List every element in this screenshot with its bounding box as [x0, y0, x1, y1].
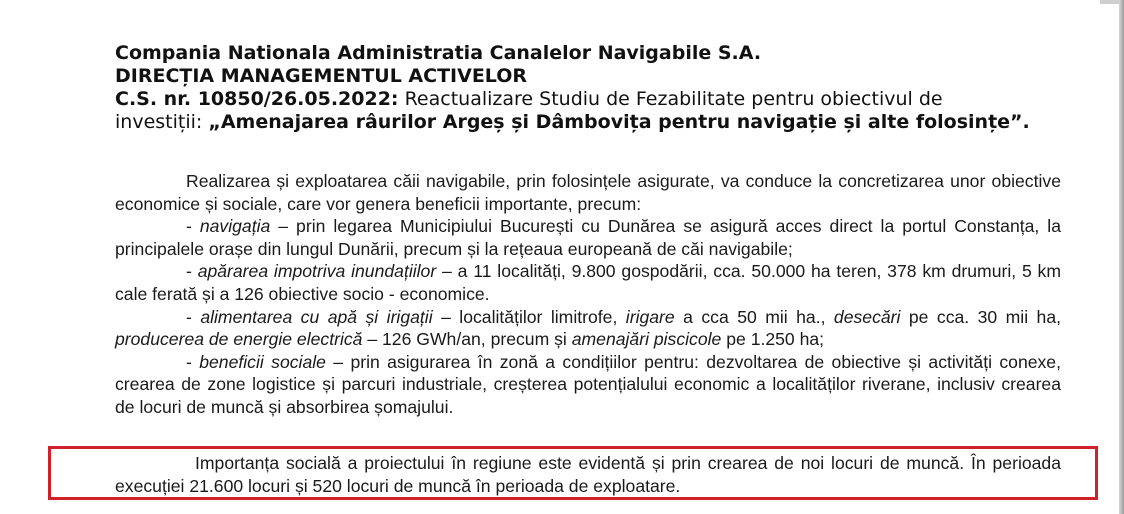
benefit-label: irigare — [625, 306, 675, 327]
bullet-dash: - — [186, 306, 201, 327]
benefit-label: producerea de energie electrică — [115, 329, 363, 350]
benefit-text: pe cca. 30 mii ha, — [900, 306, 1062, 327]
benefit-text: – prin asigurarea în zonă a condițiilor pentru: dezvoltarea de obiective și activități conexe, crearea de zone logistice și parcuri industriale, creșterea potențialului economic a localităților riverane, inclusiv crearea de locuri de muncă și absorbirea șomajului. — [115, 351, 1061, 417]
highlighted-paragraph — [115, 452, 1061, 497]
benefit-label: alimentarea cu apă și irigații — [200, 306, 433, 327]
document-header — [115, 42, 1115, 134]
highlight-text: Importanța socială a proiectului în regiune este evidentă și prin crearea de noi locuri de muncă. În perioada execuției 21.600 locuri și 520 locuri de muncă în perioada de exploatare. — [115, 453, 1061, 496]
investment-line — [115, 111, 1115, 134]
reference-number: C.S. nr. 10850/26.05.2022: — [115, 88, 399, 110]
scan-right-edge — [1119, 0, 1124, 514]
benefit-label: apărarea impotriva inundațiilor — [197, 261, 437, 282]
benefit-label: navigația — [199, 216, 271, 237]
benefit-item — [115, 260, 1061, 305]
benefit-label: desecări — [833, 306, 901, 327]
benefit-text: – prin legarea Municipiului București cu Dunărea se asigură acces direct la portul Constanța, la principalele orașe din lungul Dunării, precum și la rețeaua europeană de căi navigabile; — [115, 216, 1061, 259]
reference-line — [115, 88, 1115, 111]
investment-title: „Amenajarea râurilor Argeș și Dâmbovița pentru navigație și alte folosințe”. — [208, 111, 1030, 133]
bullet-dash: - — [186, 216, 200, 237]
benefit-text: – localităților limitrofe, — [432, 306, 626, 327]
benefit-text: pe 1.250 ha; — [721, 329, 825, 350]
benefit-item — [115, 215, 1061, 260]
benefit-label: amenajări piscicole — [571, 329, 722, 350]
company-name: Compania Nationala Administratia Canalelor Navigabile S.A. — [115, 42, 762, 64]
benefit-label: beneficii sociale — [199, 351, 326, 372]
benefit-text: – a 11 localități, 9.800 gospodării, cca. 50.000 ha teren, 378 km drumuri, 5 km cale ferată și a 126 obiective socio - economice. — [115, 261, 1062, 304]
reference-subject: Reactualizare Studiu de Fezabilitate pentru obiectivul de — [398, 88, 943, 110]
document-body — [115, 170, 1061, 419]
bullet-dash: - — [186, 261, 198, 282]
bullet-dash: - — [186, 351, 200, 372]
benefit-item — [115, 351, 1061, 419]
investment-prefix: investiții: — [115, 111, 209, 133]
benefit-text: – 126 GWh/an, precum și — [362, 329, 572, 350]
benefit-text: a cca 50 mii ha., — [674, 306, 834, 327]
direction-name: DIRECȚIA MANAGEMENTUL ACTIVELOR — [115, 65, 528, 87]
benefit-item — [115, 306, 1061, 351]
intro-paragraph: Realizarea și exploatarea căii navigabile, prin folosințele asigurate, va conduce la concretizarea unor obiective economice și sociale, care vor genera beneficii importante, precum: — [115, 171, 1061, 214]
